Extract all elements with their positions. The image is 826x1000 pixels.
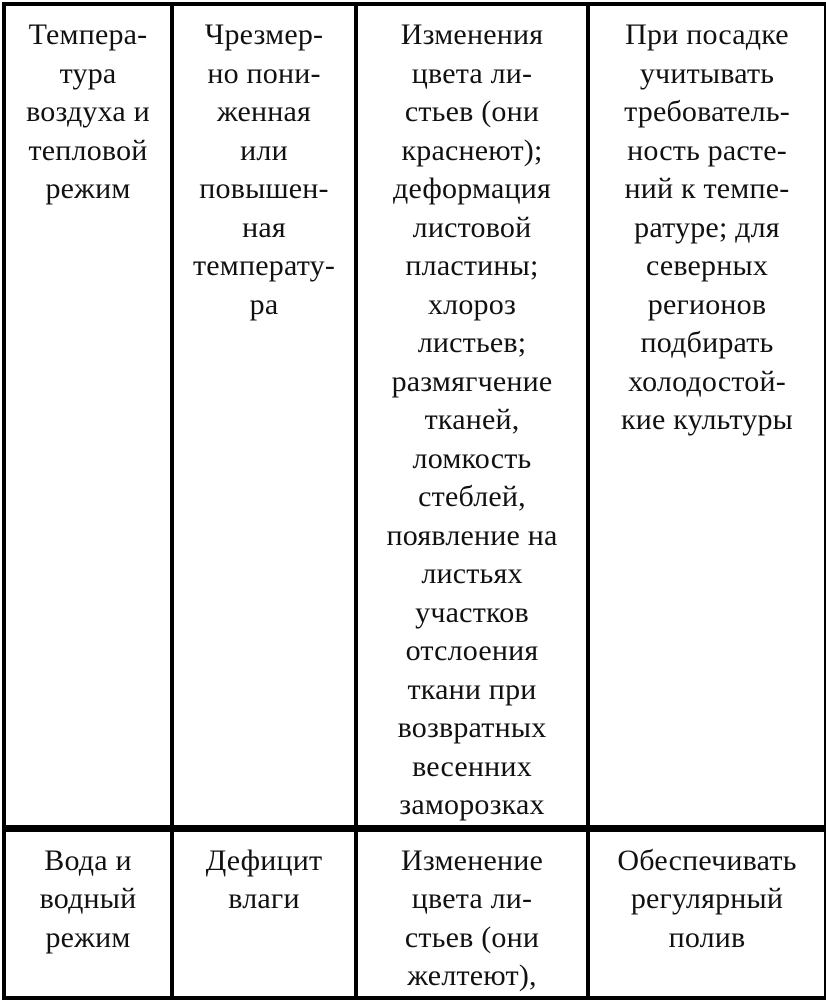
- cell-text-line: полив: [668, 920, 746, 954]
- cell-text-line: желтеют),: [407, 959, 537, 992]
- cell-text-line: температу-: [192, 249, 336, 282]
- cell-symptoms: [356, 828, 588, 998]
- cell-text-line: размягчение: [391, 364, 553, 398]
- cell-symptoms: [356, 4, 588, 828]
- cell-text-line: стьев (они: [404, 920, 540, 954]
- cell-cause: [172, 4, 356, 828]
- cell-text-line: но пони-: [207, 56, 321, 90]
- cell-text-line: воздуха и: [26, 95, 150, 128]
- cell-text-line: появление на: [386, 518, 558, 552]
- cell-text-line: хлороз: [427, 287, 517, 321]
- cell-text-line: краснеют);: [401, 133, 543, 167]
- cell-text-line: регулярный: [630, 882, 784, 915]
- cell-text-line: подбирать: [640, 326, 774, 359]
- cell-text-line: заморозках: [399, 788, 545, 821]
- cell-text-line: Обеспечивать: [617, 843, 797, 877]
- cell-text-line: ра: [249, 287, 279, 321]
- cell-text-line: ная: [242, 210, 286, 244]
- cell-text-line: Дефицит: [205, 843, 323, 877]
- cell-factor: [4, 828, 172, 998]
- cell-text-line: весенних: [412, 749, 532, 783]
- cell-text-line: тканей,: [424, 403, 520, 436]
- table-row-water: [4, 828, 826, 998]
- cell-text-line: Вода и: [44, 843, 132, 877]
- cell-text-line: возвратных: [397, 711, 547, 744]
- cell-text-line: листовой: [412, 210, 532, 244]
- cell-text-line: учитывать: [639, 56, 775, 90]
- table-row-temperature: [4, 4, 826, 828]
- cell-text-line: пластины;: [405, 249, 539, 282]
- cell-factor: [4, 4, 172, 828]
- cell-text-line: ткани при: [407, 672, 537, 706]
- cell-text-line: цвета ли-: [411, 882, 533, 915]
- cell-text-line: режим: [45, 920, 131, 954]
- cell-text-line: режим: [45, 172, 131, 205]
- cell-text-line: Изменения: [400, 18, 544, 51]
- cell-text-line: или: [240, 133, 288, 167]
- cell-text-line: холодостой-: [628, 364, 786, 398]
- cell-text-line: листьев;: [417, 326, 527, 359]
- cell-text-line: цвета ли-: [411, 56, 533, 90]
- cell-text-line: участков: [415, 595, 529, 629]
- cell-text-line: ность расте-: [627, 133, 787, 167]
- cell-text-line: влаги: [228, 882, 300, 915]
- cell-text-line: тепловой: [28, 133, 148, 167]
- cell-cause: [172, 828, 356, 998]
- cell-text-line: ломкость: [412, 441, 532, 475]
- cell-text-line: Темпера-: [28, 18, 148, 51]
- cell-text-line: Изменение: [401, 843, 543, 877]
- cell-text-line: ратуре; для: [634, 210, 780, 244]
- cell-text-line: Чрезмер-: [204, 18, 324, 51]
- cell-text-line: тура: [59, 56, 117, 90]
- cell-text-line: стеблей,: [418, 480, 526, 513]
- cell-text-line: кие культуры: [620, 403, 794, 436]
- cell-measures: [588, 828, 826, 998]
- cell-measures: [588, 4, 826, 828]
- cell-text-line: ний к темпе-: [624, 172, 790, 205]
- cell-text-line: регионов: [647, 287, 767, 321]
- cell-text-line: повышен-: [199, 172, 329, 205]
- plant-conditions-table: [2, 2, 826, 1000]
- cell-text-line: водный: [39, 882, 137, 915]
- cell-text-line: требователь-: [624, 95, 790, 128]
- cell-text-line: северных: [645, 249, 769, 282]
- cell-text-line: отслоения: [405, 634, 539, 667]
- cell-text-line: При посадке: [625, 18, 789, 51]
- cell-text-line: листьях: [421, 557, 523, 590]
- cell-text-line: деформация: [393, 172, 551, 205]
- cell-text-line: женная: [216, 95, 312, 128]
- cell-text-line: стьев (они: [404, 95, 540, 128]
